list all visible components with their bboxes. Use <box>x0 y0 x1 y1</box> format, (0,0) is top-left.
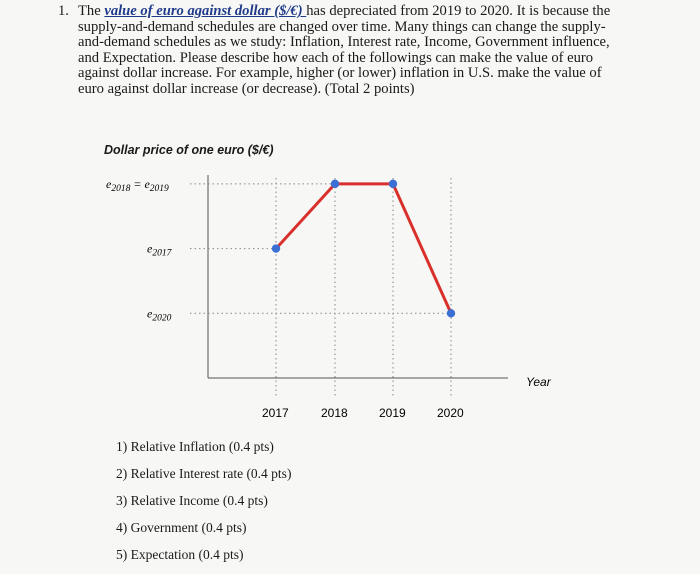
series-line <box>276 184 451 313</box>
x-tick-label: 2018 <box>321 406 348 420</box>
list-item: 1) Relative Inflation (0.4 pts) <box>116 439 274 454</box>
data-point <box>447 309 455 317</box>
question-body: has depreciated from 2019 to 2020. It is because the supply-and-demand schedules are changed over time. Many things can change the supply-and-demand schedules as we study: Inflation, Interest rate, Income, Government influence, and Expectation. Please describe how each of the followings can make the value of euro against dollar increase. For example, higher (or lower) inflation in U.S. make the value of euro against dollar increase (or decrease). (Total 2 points) <box>78 3 611 97</box>
list-item: 3) Relative Income (0.4 pts) <box>116 493 268 508</box>
question-prefix: The <box>78 3 105 19</box>
list-item: 5) Expectation (0.4 pts) <box>116 547 244 562</box>
sub-questions-list <box>116 433 291 568</box>
data-point <box>272 244 280 252</box>
x-tick-label: 2017 <box>262 406 289 420</box>
question-number: 1. <box>58 3 69 19</box>
question-link[interactable]: value of euro against dollar ($/€) <box>104 3 307 19</box>
data-point <box>331 180 339 188</box>
y-tick-label: $e_{2017}$ <box>147 241 172 259</box>
x-axis-label: Year <box>526 375 551 389</box>
chart-title: Dollar price of one euro ($/€) <box>104 143 274 157</box>
list-item: 2) Relative Interest rate (0.4 pts) <box>116 466 292 481</box>
y-tick-label: $e_{2020}$ <box>147 306 172 324</box>
x-tick-label: 2020 <box>437 406 464 420</box>
data-point <box>389 180 397 188</box>
x-tick-label: 2019 <box>379 406 406 420</box>
list-item: 4) Government (0.4 pts) <box>116 520 247 535</box>
y-tick-label: $e_{2018} = e_{2019}$ <box>106 176 169 194</box>
